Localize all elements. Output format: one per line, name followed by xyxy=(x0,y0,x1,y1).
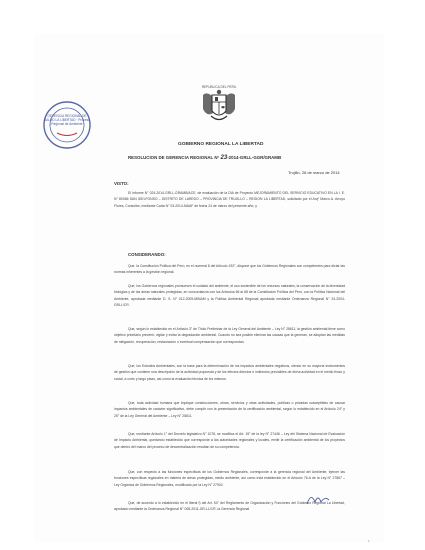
resolution-line xyxy=(128,155,281,161)
resolution-number: 23 xyxy=(220,155,228,161)
considerando-paragraph-8: Que, de acuerdo a lo establecido en el literal f) del Art. 54° del Reglamento de Organización y Funciones del Gobierno Regional La Libertad, aprobado mediante la Ordenanza Regional N° 008-2011-GR-LL/CR, la Gerencia Regional xyxy=(114,501,345,512)
visto-heading: VISTO: xyxy=(114,181,129,186)
considerando-paragraph-1: Que, la Constitución Política del Perú, en el numeral 8 del Artículo 192°, dispone que los Gobiernos Regionales son competentes para dictar las normas inherentes a la gestión regional. xyxy=(114,264,345,275)
considerando-paragraph-4: Que, los Estudios Ambientales, son la base para la determinación de los impactos ambientales negativos, siendo en su mayoría instrumentos de gestión que contiene una descripción de la actividad propuesta y de los efectos directos e indirectos previsibles de dicha actividad en el medio físico y social, a corto y largo plazo, así como la evaluación técnica de los mismos. xyxy=(114,364,345,381)
considerando-paragraph-6: Que, mediante Artículo 1° del Decreto legislativo N° 1078, se modifica el Art. 15° de la ley N° 27446 – Ley del Sistema Nacional de Evaluación de Impacto Ambiental, quedando establecido que corresponde a las autoridades regionales y locales, emitir la certificación ambiental de los proyectos que dentro del marco del proceso de descentralización resultan de su competencia. xyxy=(114,432,345,449)
initials-signature xyxy=(305,490,331,508)
considerando-paragraph-2: Que, los Gobiernos regionales promueven el cuidado del ambiente, el uso sostenible de los recursos naturales, la conservación de la diversidad biológica y de las áreas naturales protegidas, en concordancia con los Artículos 66 al 68 de la Constitución Política del Perú, con la Política Nacional del Ambiente, aprobada mediante D. S. N° 012-2009-MINAM y la Política Ambiental Regional aprobada mediante Ordenanza Regional N° 24-2004-GRLL/CR. xyxy=(114,284,345,307)
crest-caption: REPUBLICA DEL PERU xyxy=(201,85,237,89)
document-heading: GOBIERNO REGIONAL LA LIBERTAD xyxy=(178,142,264,147)
visto-paragraph: El Informe N° 024-2014-GRLL-GRAMB/ACE, de evaluación de la DIA de Proyecto MEJORAMIENTO DEL SERVICIO EDUCATIVO EN LA I. E. N° 80066 SAN IDELFONSO – DISTRITO DE LAREDO – PROVINCIA DE TRUJILLO – REGION LA LIBERTAD, solicitado por el Arqº Marco A. Arroyo Flores, Consultor, mediante Carta N° 03-2014-MAAF de fecha 24 de marzo del presente año; y xyxy=(114,191,345,208)
coat-of-arms-icon xyxy=(197,83,241,127)
considerando-paragraph-5: Que, toda actividad humana que implique construcciones, obras, servicios y otras actividades, políticas o privadas susceptibles de causar impactos ambientales de carácter significativo, debe cumplir con la presentación de la certificación ambiental, según lo establecido en el Artículo 24° y 25° de la Ley General del Ambiente – Ley N° 28611. xyxy=(114,401,345,418)
considerando-heading: CONSIDERANDO: xyxy=(128,252,166,257)
page-mark: 1 xyxy=(368,539,370,543)
considerando-paragraph-3: Que, según lo establecido en el Artículo 3° de Título Preliminar de la Ley General del Ambiente – Ley N° 28611, la gestión ambiental tiene como objetivo prioritario prevenir, vigilar y evitar la degradación ambiental. Cuando no sea posible eliminar las causas que la generan, se adoptan las medidas de mitigación, recuperación, restauración o eventual compensación que correspondan. xyxy=(114,327,345,344)
resolution-suffix: -2014-GRLL-GGR/GRAMB xyxy=(227,155,282,160)
seal-caption: GERENCIA REGIONAL DE SALUD LA LIBERTAD · Proceso Regional de Ambiente xyxy=(44,114,90,126)
place-and-date: Trujillo, 28 de marzo de 2014 xyxy=(288,170,340,175)
resolution-prefix: RESOLUCION DE GERENCIA REGIONAL N° xyxy=(128,155,220,160)
considerando-paragraph-7: Que, con respecto a las funciones específicas de los Gobiernos Regionales, corresponde a la gerencia regional del Ambiente, ejercer las funciones específicas regionales en materia de áreas protegidas, medio ambiente, así como está establecido en el Artículo 76-A de la Ley N° 27867 – Ley Orgánica de Gobiernos Regionales, modificado por la Ley N° 27902. xyxy=(114,470,345,487)
